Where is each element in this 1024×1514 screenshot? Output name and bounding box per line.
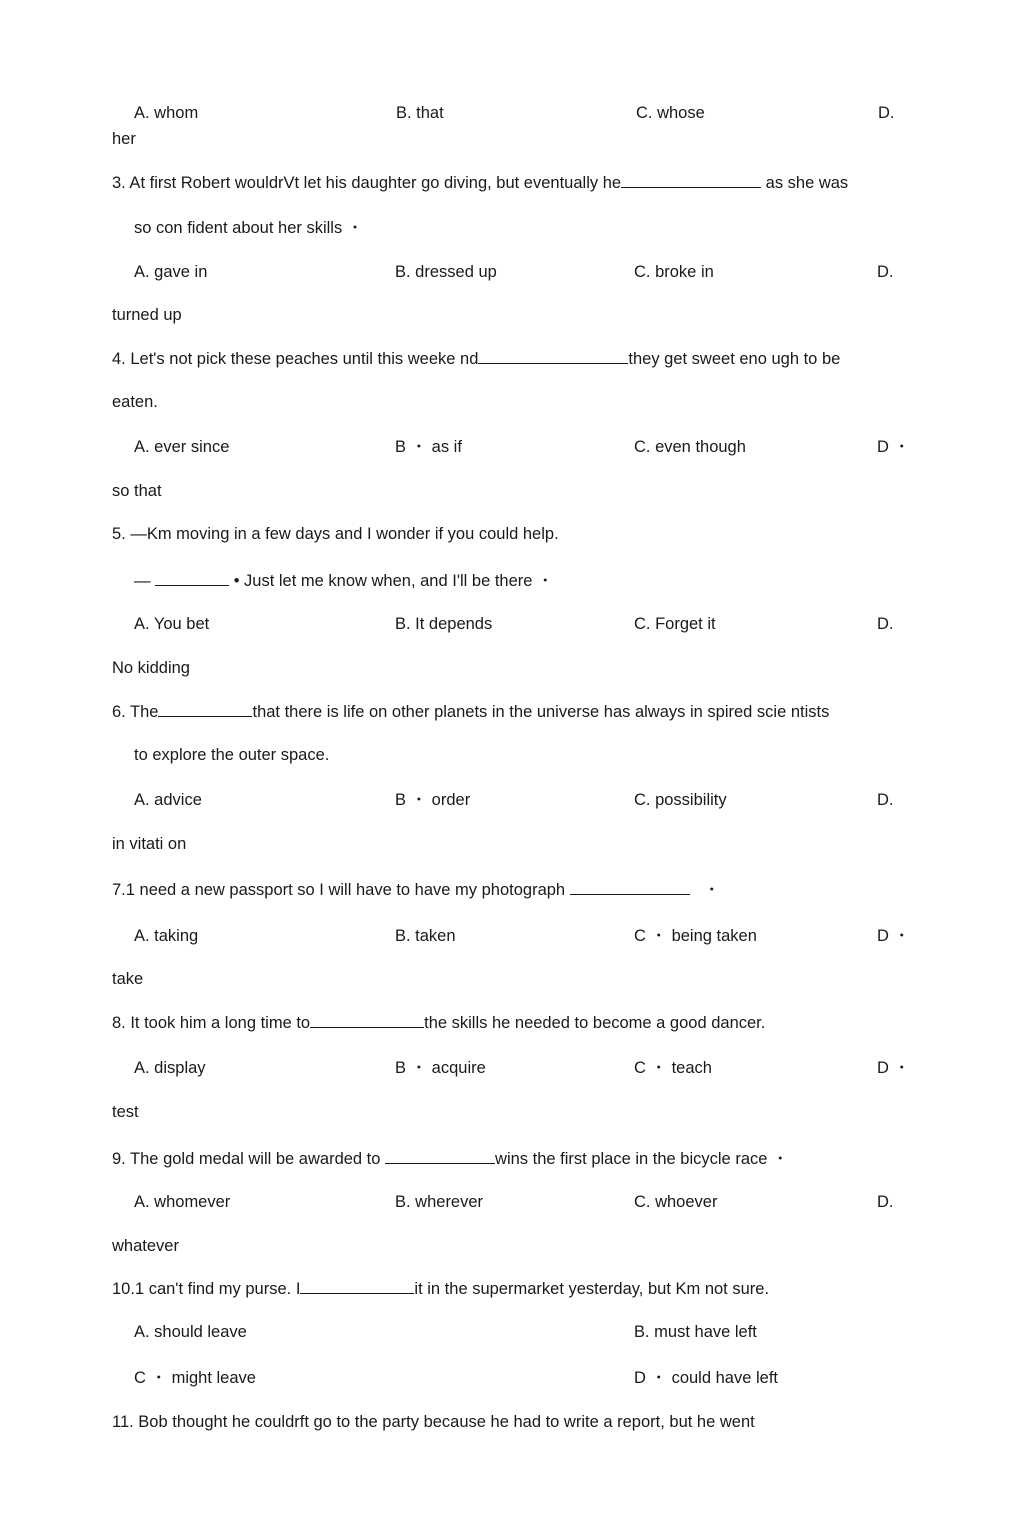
q4-blank: [478, 348, 628, 364]
q5-stem: 5. —Km moving in a few days and I wonder if you could help.: [112, 525, 559, 543]
q8-stem-before: 8. It took him a long time to: [112, 1014, 311, 1032]
q3-option-d-text: turned up: [112, 306, 182, 324]
q9-option-d: D.: [877, 1193, 894, 1211]
q5-option-d: D.: [877, 615, 894, 633]
q7-option-d-text: take: [112, 970, 144, 988]
q10-stem-after: it in the supermarket yesterday, but Km not sure.: [414, 1280, 770, 1298]
q8-blank: [310, 1012, 424, 1028]
q7-stem-before: 7.1 need a new passport so I will have to have my photograph: [112, 881, 566, 899]
q3-blank: [621, 172, 761, 188]
q8-option-d-text: test: [112, 1103, 139, 1121]
q7-stem-after: ・: [703, 881, 720, 899]
q4-option-d: D ・: [877, 438, 910, 456]
q5-blank: [155, 570, 229, 586]
q4-option-d-text: so that: [112, 482, 162, 500]
q6-stem-before: 6. The: [112, 703, 159, 721]
q7-option-a: A. taking: [134, 927, 199, 945]
q4-stem: [112, 348, 840, 369]
q7-option-d: D ・: [877, 927, 910, 945]
q8-stem: [112, 1012, 765, 1033]
q5-reply: [134, 570, 554, 591]
q10-blank: [300, 1278, 414, 1294]
q6-stem-cont: to explore the outer space.: [134, 746, 330, 764]
q8-option-b: B ・ acquire: [395, 1059, 486, 1077]
q4-option-a: A. ever since: [134, 438, 230, 456]
q7-stem: [112, 879, 720, 900]
q3-stem-after: as she was: [765, 174, 849, 192]
q9-blank: [385, 1148, 495, 1164]
q4-option-b: B ・ as if: [395, 438, 462, 456]
q6-stem: [112, 701, 829, 722]
q6-option-c: C. possibility: [634, 791, 727, 809]
q8-option-a: A. display: [134, 1059, 206, 1077]
q3-option-d: D.: [877, 263, 894, 281]
q8-stem-after: the skills he needed to become a good dancer.: [424, 1014, 766, 1032]
q9-stem-after: wins the first place in the bicycle race ・: [495, 1150, 789, 1168]
q3-option-c: C. broke in: [634, 263, 714, 281]
q4-stem-before: 4. Let's not pick these peaches until this weeke nd: [112, 350, 479, 368]
q4-stem-after: they get sweet eno ugh to be: [628, 350, 841, 368]
q2-option-d-text: her: [112, 130, 136, 148]
q3-stem-cont: so con fident about her skills ・: [134, 219, 364, 237]
q8-option-c: C ・ teach: [634, 1059, 712, 1077]
q5-option-d-text: No kidding: [112, 659, 190, 677]
q10-stem-before: 10.1 can't find my purse. I: [112, 1280, 301, 1298]
q2-option-c: C. whose: [636, 104, 705, 122]
q7-blank: [570, 879, 690, 895]
q7-option-c: C ・ being taken: [634, 927, 757, 945]
q9-option-b: B. wherever: [395, 1193, 484, 1211]
q6-option-d-text: in vitati on: [112, 835, 187, 853]
q4-option-c: C. even though: [634, 438, 746, 456]
q8-option-d: D ・: [877, 1059, 910, 1077]
q5-reply-dash: —: [134, 572, 151, 590]
q10-option-b: B. must have left: [634, 1323, 757, 1341]
q9-stem-before: 9. The gold medal will be awarded to: [112, 1150, 381, 1168]
q6-stem-after: that there is life on other planets in the universe has always in spired scie ntists: [252, 703, 830, 721]
q2-option-d: D.: [878, 104, 895, 122]
q9-option-d-text: whatever: [112, 1237, 179, 1255]
q3-option-a: A. gave in: [134, 263, 208, 281]
q5-reply-after: • Just let me know when, and I'll be there ・: [233, 572, 554, 590]
q6-blank: [158, 701, 252, 717]
q5-option-a: A. You bet: [134, 615, 210, 633]
q7-option-b: B. taken: [395, 927, 456, 945]
q4-stem-cont: eaten.: [112, 393, 158, 411]
q10-option-a: A. should leave: [134, 1323, 247, 1341]
q9-option-c: C. whoever: [634, 1193, 718, 1211]
q9-option-a: A. whomever: [134, 1193, 231, 1211]
q3-stem-before: 3. At first Robert wouldrVt let his daughter go diving, but eventually he: [112, 174, 622, 192]
q5-option-c: C. Forget it: [634, 615, 716, 633]
q3-stem: [112, 172, 848, 193]
q3-option-b: B. dressed up: [395, 263, 497, 281]
q6-option-a: A. advice: [134, 791, 202, 809]
q6-option-b: B ・ order: [395, 791, 471, 809]
q10-option-c: C ・ might leave: [134, 1369, 256, 1387]
q11-stem: 11. Bob thought he couldrft go to the party because he had to write a report, but he went: [112, 1413, 755, 1431]
q2-option-b: B. that: [396, 104, 444, 122]
q10-option-d: D ・ could have left: [634, 1369, 778, 1387]
q5-option-b: B. It depends: [395, 615, 493, 633]
q9-stem: [112, 1148, 789, 1169]
q6-option-d: D.: [877, 791, 894, 809]
q10-stem: [112, 1278, 769, 1299]
q2-option-a: A. whom: [134, 104, 199, 122]
